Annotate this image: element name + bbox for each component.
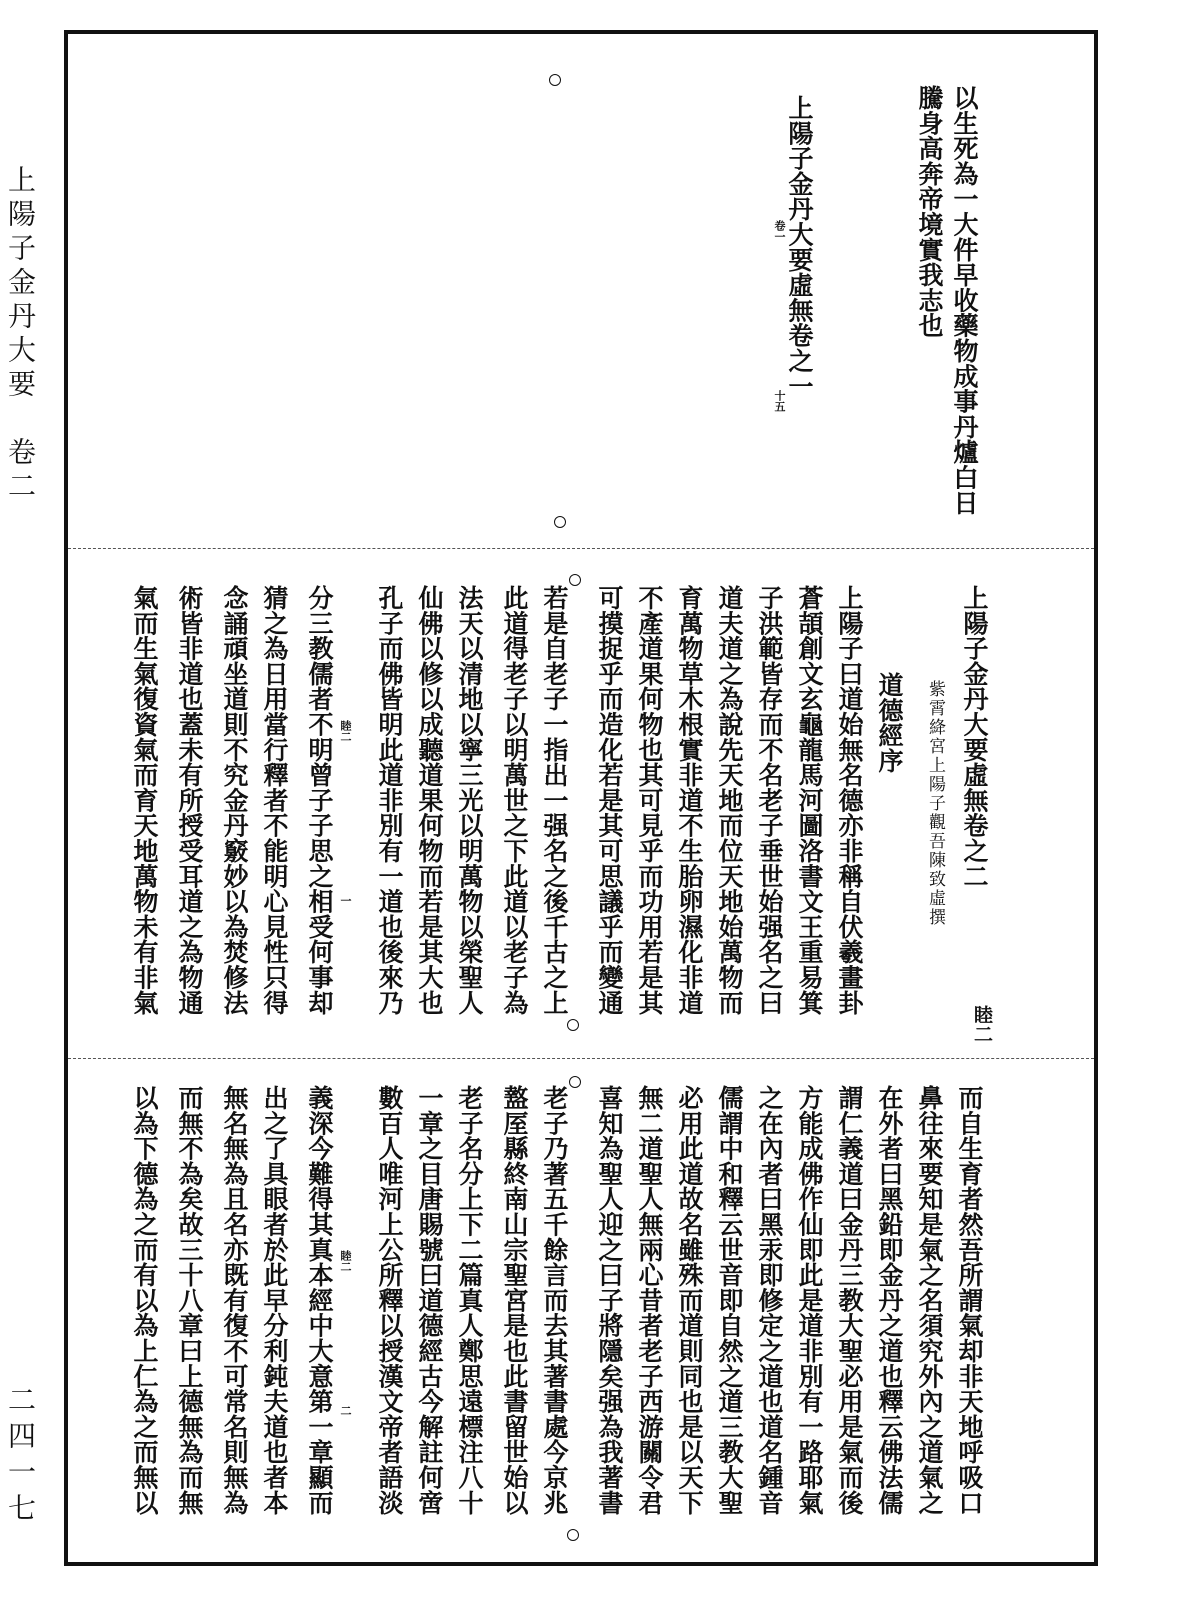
text-column: 可摸捉乎而造化若是其可思議乎而變通	[595, 585, 624, 1016]
text-column: 騰身高奔帝境實我志也	[915, 85, 944, 338]
text-column: 謂仁義道曰金丹三教大聖必用是氣而後	[835, 1085, 864, 1516]
text-column: 老子乃著五千餘言而去其著書處今京兆	[540, 1085, 569, 1516]
volume-title: 上陽子金丹大要虛無卷之二	[960, 585, 989, 889]
text-column: 仙佛以修以成聽道果何物而若是其大也	[415, 585, 444, 1016]
text-column: 不產道果何物也其可見乎而功用若是其	[635, 585, 664, 1016]
text-column: 在外者曰黑鉛即金丹之道也釋云佛法儒	[875, 1085, 904, 1516]
margin-book-title: 上陽子金丹大要 卷二	[4, 165, 37, 505]
text-column: 數百人唯河上公所釋以授漢文帝者語淡	[375, 1085, 404, 1516]
punctuation-circle	[569, 574, 581, 586]
text-column: 一章之目唐賜號曰道德經古今解註何啻	[415, 1085, 444, 1516]
text-column: 而無不為矣故三十八章曰上德無為而無	[175, 1085, 204, 1516]
text-column: 猜之為日用當行釋者不能明心見性只得	[260, 585, 289, 1016]
text-column: 分三教儒者不明曾子子思之相受何事却	[305, 585, 334, 1016]
margin-mark: 睦二	[339, 720, 352, 742]
text-column: 義深今難得其真本經中大意第一章顯而	[305, 1085, 334, 1516]
text-column: 鼻往來要知是氣之名須究外內之道氣之	[915, 1085, 944, 1516]
text-column: 以生死為一大件早收藥物成事丹爐白日	[950, 85, 979, 516]
text-column: 方能成佛作仙即此是道非別有一路耶氣	[795, 1085, 824, 1516]
text-column: 出之了具眼者於此早分利鈍夫道也者本	[260, 1085, 289, 1516]
text-column: 氣而生氣復資氣而育天地萬物未有非氣	[130, 585, 159, 1016]
text-column: 育萬物草木根實非道不生胎卵濕化非道	[675, 585, 704, 1016]
text-column: 而自生育者然吾所謂氣却非天地呼吸口	[955, 1085, 984, 1516]
text-column: 若是自老子一指出一强名之後千古之上	[540, 585, 569, 1016]
punctuation-circle	[567, 1529, 579, 1541]
section-divider	[68, 548, 1094, 549]
text-column: 老子名分上下二篇真人鄭思遠標注八十	[455, 1085, 484, 1516]
volume-mark: 卷一	[773, 220, 786, 242]
folio-mark: 十五	[773, 390, 786, 412]
text-column: 道夫道之為說先天地而位天地始萬物而	[715, 585, 744, 1016]
text-column: 念誦頑坐道則不究金丹竅妙以為焚修法	[220, 585, 249, 1016]
punctuation-circle	[569, 1076, 581, 1088]
margin-mark: 二	[339, 1405, 352, 1416]
punctuation-circle	[554, 516, 566, 528]
text-column: 子洪範皆存而不名老子垂世始强名之曰	[755, 585, 784, 1016]
text-column: 之在內者曰黑汞即修定之道也道名鍾音	[755, 1085, 784, 1516]
text-column: 儒謂中和釋云世音即自然之道三教大聖	[715, 1085, 744, 1516]
text-column: 以為下德為之而有以為上仁為之而無以	[130, 1085, 159, 1516]
text-column: 此道得老子以明萬世之下此道以老子為	[500, 585, 529, 1016]
punctuation-circle	[549, 74, 561, 86]
text-column: 盩厔縣終南山宗聖宮是也此書留世始以	[500, 1085, 529, 1516]
text-column: 必用此道故名雖殊而道則同也是以天下	[675, 1085, 704, 1516]
text-column: 上陽子曰道始無名德亦非稱自伏羲畫卦	[835, 585, 864, 1016]
section-heading: 道德經序	[875, 672, 904, 774]
volume-mark: 睦二	[971, 1005, 993, 1044]
text-column: 孔子而佛皆明此道非別有一道也後來乃	[375, 585, 404, 1016]
text-column: 喜知為聖人迎之曰子將隱矣强為我著書	[595, 1085, 624, 1516]
margin-page-number: 二四一七	[4, 1385, 37, 1529]
text-column: 無二道聖人無兩心昔者老子西游關令君	[635, 1085, 664, 1516]
margin-mark: 一	[339, 895, 352, 906]
text-column: 蒼頡創文玄龜龍馬河圖洛書文王重易箕	[795, 585, 824, 1016]
section-divider	[68, 1058, 1094, 1059]
text-column: 法天以清地以寧三光以明萬物以榮聖人	[455, 585, 484, 1016]
volume-end-title: 上陽子金丹大要虛無卷之一	[785, 95, 814, 399]
text-column: 術皆非道也蓋未有所授受耳道之為物通	[175, 585, 204, 1016]
punctuation-circle	[567, 1019, 579, 1031]
author-line: 紫霄絳宮上陽子觀吾陳致虛撰	[925, 680, 945, 927]
text-column: 無名無為且名亦既有復不可常名則無為	[220, 1085, 249, 1516]
margin-mark: 睦二	[339, 1250, 352, 1272]
